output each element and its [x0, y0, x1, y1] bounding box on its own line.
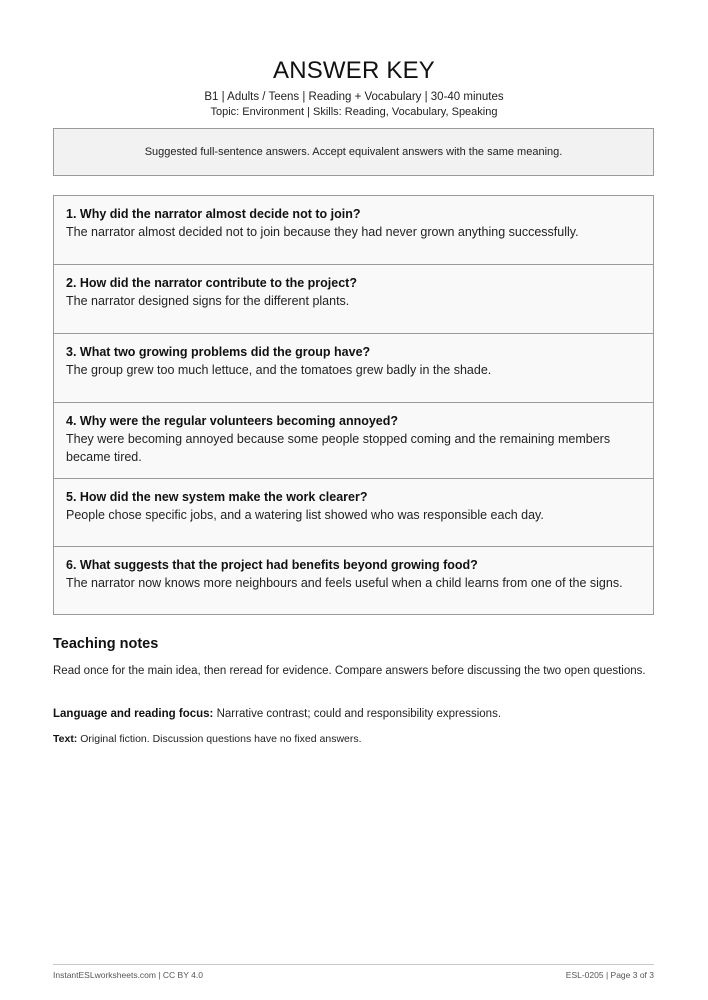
topic-skills-line: Topic: Environment | Skills: Reading, Vocabulary, Speaking	[210, 106, 498, 118]
answer-question: 6. What suggests that the project had benefits beyond growing food?	[66, 558, 478, 572]
answer-text: They were becoming annoyed because some people stopped coming and the remaining members became tired.	[66, 432, 611, 464]
answer-text: People chose specific jobs, and a watering list showed who was responsible each day.	[66, 508, 544, 522]
footer-page-number: ESL-0205 | Page 3 of 3	[565, 970, 654, 980]
answer-text: The narrator almost decided not to join because they had never grown anything successfully.	[66, 225, 579, 239]
instructions-text: Suggested full-sentence answers. Accept equivalent answers with the same meaning.	[144, 146, 563, 158]
instructions-box	[53, 128, 654, 176]
answer-text: The group grew too much lettuce, and the tomatoes grew badly in the shade.	[66, 363, 492, 377]
language-focus-note	[53, 706, 654, 722]
language-focus-label: Language and reading focus:	[53, 708, 214, 720]
answer-question: 4. Why were the regular volunteers becoming annoyed?	[66, 414, 399, 428]
answer-item-1	[54, 196, 653, 264]
teaching-notes-paragraph: Read once for the main idea, then reread for evidence. Compare answers before discussing the two open questions.	[53, 665, 646, 677]
text-source-value: Original fiction. Discussion questions have no fixed answers.	[77, 733, 362, 745]
footer-license: InstantESLworksheets.com | CC BY 4.0	[53, 970, 203, 980]
text-source-label: Text:	[53, 733, 78, 745]
answer-text: The narrator designed signs for the different plants.	[66, 294, 350, 308]
footer-divider	[53, 964, 654, 965]
page-title: ANSWER KEY	[272, 57, 436, 84]
teaching-notes-heading: Teaching notes	[53, 636, 159, 652]
answer-item-5	[54, 478, 653, 546]
text-source-note	[53, 732, 654, 746]
language-focus-text: Narrative contrast; could and responsibility expressions.	[213, 708, 502, 720]
answer-text: The narrator now knows more neighbours and feels useful when a child learns from one of the signs.	[66, 576, 623, 590]
answer-question: 5. How did the new system make the work clearer?	[66, 490, 368, 504]
answer-list	[53, 195, 654, 615]
answer-question: 1. Why did the narrator almost decide not to join?	[66, 207, 361, 221]
answer-question: 2. How did the narrator contribute to the project?	[66, 276, 357, 290]
answer-item-4	[54, 402, 653, 478]
answer-item-3	[54, 333, 653, 402]
answer-item-6	[54, 546, 653, 614]
level-meta-line: B1 | Adults / Teens | Reading + Vocabulary | 30-40 minutes	[204, 91, 504, 103]
answer-item-2	[54, 264, 653, 333]
answer-question: 3. What two growing problems did the group have?	[66, 345, 371, 359]
